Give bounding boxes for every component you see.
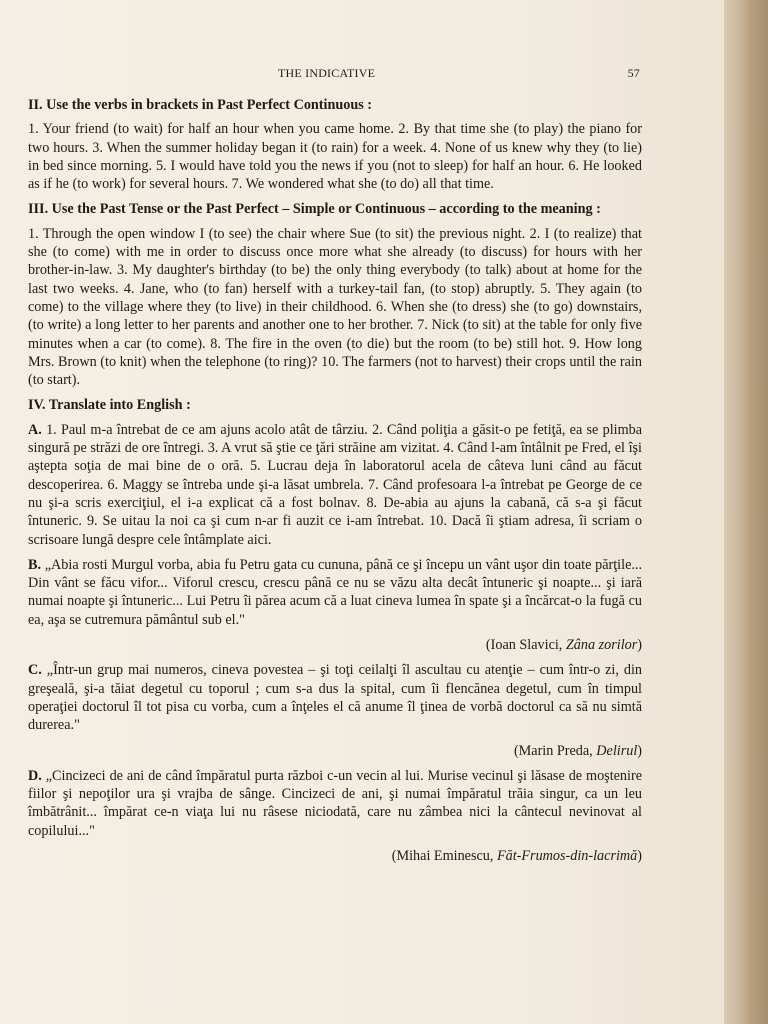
item-label-d: D.	[28, 767, 42, 784]
exercise-ii-text: 1. Your friend (to wait) for half an hour when you came home. 2. By that time she (to play) the piano for two hours. 3. When the summer holiday began it (to rain) for a week. 4. None of us knew why they (to lie) in bed since morning. 5. I would have told you the news if you (not to sleep) for half an hour. 6. He looked as if he (to work) for several hours. 7. We wondered what she (to do) all that time.	[28, 121, 642, 193]
attribution-b-work: Zâna zorilor	[565, 637, 638, 654]
item-label-a: A.	[28, 421, 42, 438]
attribution-c-close: )	[637, 742, 642, 759]
attribution-d	[28, 847, 642, 865]
item-label-c: C.	[28, 662, 42, 679]
attribution-b-author: (Ioan Slavici,	[485, 637, 566, 654]
page-content	[28, 96, 642, 872]
attribution-b-close: )	[637, 637, 642, 654]
item-text-b: „Abia rosti Murgul vorba, abia fu Petru gata cu cununa, până ce şi începu un vânt uşor din toate părţile... Din vânt se făcu vifor... Viforul crescu, crescu până ce nu se văzu alta decât întuneric şi noapte... şi iară numai noapte şi întuneric... Lui Petru îi părea acum că a luat cineva lumea în spate şi a încărcat-o la fugă cu ea, aşa se cutremura pământul sub el."	[28, 556, 643, 628]
exercise-iii-text: 1. Through the open window I (to see) the chair where Sue (to sit) the previous night. 2. I (to realize) that she (to come) with me in order to discuss once more what she already (to discuss) for hours with her brother-in-law. 3. My daughter's birthday (to be) the only thing everybody (to talk) about at home for the last two weeks. 4. Jane, who (to fan) herself with a turkey-tail fan, (to stop) abruptly. 5. They again (to come) to the village where they (to live) in their childhood. 6. When she (to dress) she (to go) downstairs, (to write) a long letter to her parents and another one to her brother. 7. Nick (to sit) at the table for only five minutes when a car (to come). 8. The fire in the oven (to die) but the room (to be) still hot. 9. How long Mrs. Brown (to knit) when the telephone (to ring)? 10. The farmers (not to harvest) their crops until the rain (to start).	[28, 225, 642, 389]
attribution-d-work: Făt-Frumos-din-lacrimă	[496, 847, 638, 864]
page-number: 57	[627, 66, 640, 80]
exercise-iv-b	[28, 556, 642, 629]
attribution-d-author: (Mihai Eminescu,	[391, 847, 497, 864]
section-heading-iv: IV. Translate into English :	[28, 397, 191, 414]
attribution-c-author: (Marin Preda,	[513, 742, 597, 759]
attribution-d-close: )	[637, 847, 642, 864]
attribution-b	[28, 636, 642, 654]
item-text-d: „Cincizeci de ani de când împăratul purta război c-un vecin al lui. Murise vecinul şi lăsase de moştenire fiilor şi nepoţilor ura şi vrajba de sânge. Cincizeci de ani, şi numai împăratul trăia singur, ca un leu îmbătrânit... împărat ce-n viaţa lui nu râsese niciodată, care nu zâmbea nici la cântecul nevinovat al copilului..."	[28, 767, 642, 839]
item-text-a: 1. Paul m-a întrebat de ce am ajuns acolo atât de târziu. 2. Când poliţia a găsit-o pe fetiţă, ea se plimba singură pe străzi de ore întregi. 3. A vrut să ştie ce ţări străine am vizitat. 4. Când l-am întâlnit pe Fred, el îşi aştepta soţia de mai bine de o oră. 5. Lucrau deja în laboratorul acela de câteva luni când au făcut descoperirea. 6. Maggy se întreba unde şi-a lăsat umbrela. 7. Când profesoara l-a întrebat pe George de ce nu şi-a scris exerciţiul, el i-a explicat că a fost bolnav. 8. De-abia au ajuns la cabană, că s-a şi făcut întuneric. 9. Se uitau la noi ca şi cum n-ar fi auzit ce i-am întrebat. 10. Dacă îi ştiam adresa, îi scriam o scrisoare lungă despre cele întâmplate aici.	[28, 421, 643, 548]
book-spine	[724, 0, 768, 1024]
exercise-iv-a	[28, 421, 642, 549]
exercise-iv-d	[28, 767, 642, 840]
section-heading-iii: III. Use the Past Tense or the Past Perfect – Simple or Continuous – according to the meaning :	[28, 201, 601, 218]
section-heading-ii: II. Use the verbs in brackets in Past Perfect Continuous :	[28, 97, 373, 113]
running-head-title: THE INDICATIVE	[278, 66, 376, 80]
item-label-b: B.	[28, 556, 42, 573]
item-text-c: „Într-un grup mai numeros, cineva povestea – şi toţi ceilalţi îl ascultau cu atenţie – cum într-o zi, din greşeală, şi-a tăiat degetul cu toporul ; cum s-a dus la spital, cum îi flencănea degetul, cum în timpul operaţiei doctorul îl tot pisa cu vorba, cum a înţeles el că anume îl ţinea de vorbă doctorul ca să nu simtă durerea."	[28, 662, 643, 734]
attribution-c	[28, 742, 642, 760]
exercise-iv-c	[28, 661, 642, 734]
attribution-c-work: Delirul	[596, 742, 638, 759]
